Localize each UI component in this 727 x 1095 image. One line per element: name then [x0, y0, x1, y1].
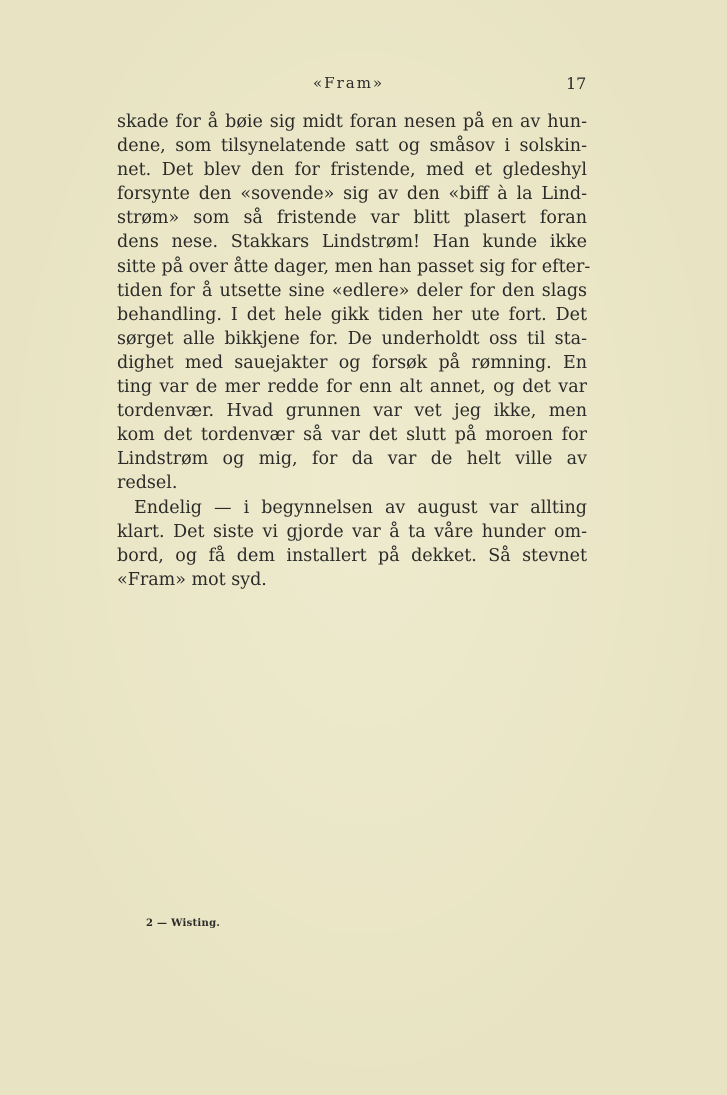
text-line: sitte på over åtte dager, men han passet sig for efter- — [117, 256, 591, 277]
text-line: strøm» som så fristende var blitt plasert foran — [117, 208, 587, 229]
text-line: dens nese. Stakkars Lindstrøm! Han kunde ikke — [117, 232, 587, 253]
running-head — [0, 74, 727, 96]
printer-signature: 2 — Wisting. — [146, 918, 221, 929]
text-line: net. Det blev den for fristende, med et gledeshyl — [117, 160, 587, 181]
text-line: Endelig — i begynnelsen av august var allting — [134, 497, 587, 518]
text-line: sørget alle bikkjene for. De underholdt oss til sta- — [117, 328, 587, 349]
text-line: Lindstrøm og mig, for da var de helt ville av — [117, 449, 587, 470]
body-text — [117, 110, 591, 592]
page-number: 17 — [566, 74, 587, 93]
text-line: dene, som tilsynelatende satt og småsov i solskin- — [117, 136, 587, 157]
text-line: dighet med sauejakter og forsøk på rømning. En — [117, 352, 587, 373]
text-line: bord, og få dem installert på dekket. Så stevnet — [117, 545, 587, 566]
text-line: ting var de mer redde for enn alt annet, og det var — [117, 377, 587, 398]
text-line: redsel. — [117, 473, 178, 494]
running-title: «Fram» — [313, 74, 385, 92]
text-line: tordenvær. Hvad grunnen var vet jeg ikke, men — [117, 401, 587, 422]
text-line: skade for å bøie sig midt foran nesen på en av hun- — [117, 112, 587, 132]
text-line: klart. Det siste vi gjorde var å ta våre hunder om- — [117, 521, 587, 542]
text-line: tiden for å utsette sine «edlere» deler for den slags — [117, 280, 587, 301]
text-line: forsynte den «sovende» sig av den «biff à la Lind- — [117, 184, 587, 205]
text-line: behandling. I det hele gikk tiden her ute fort. Det — [117, 304, 587, 325]
text-line: «Fram» mot syd. — [117, 569, 267, 590]
text-line: kom det tordenvær så var det slutt på moroen for — [117, 425, 587, 446]
